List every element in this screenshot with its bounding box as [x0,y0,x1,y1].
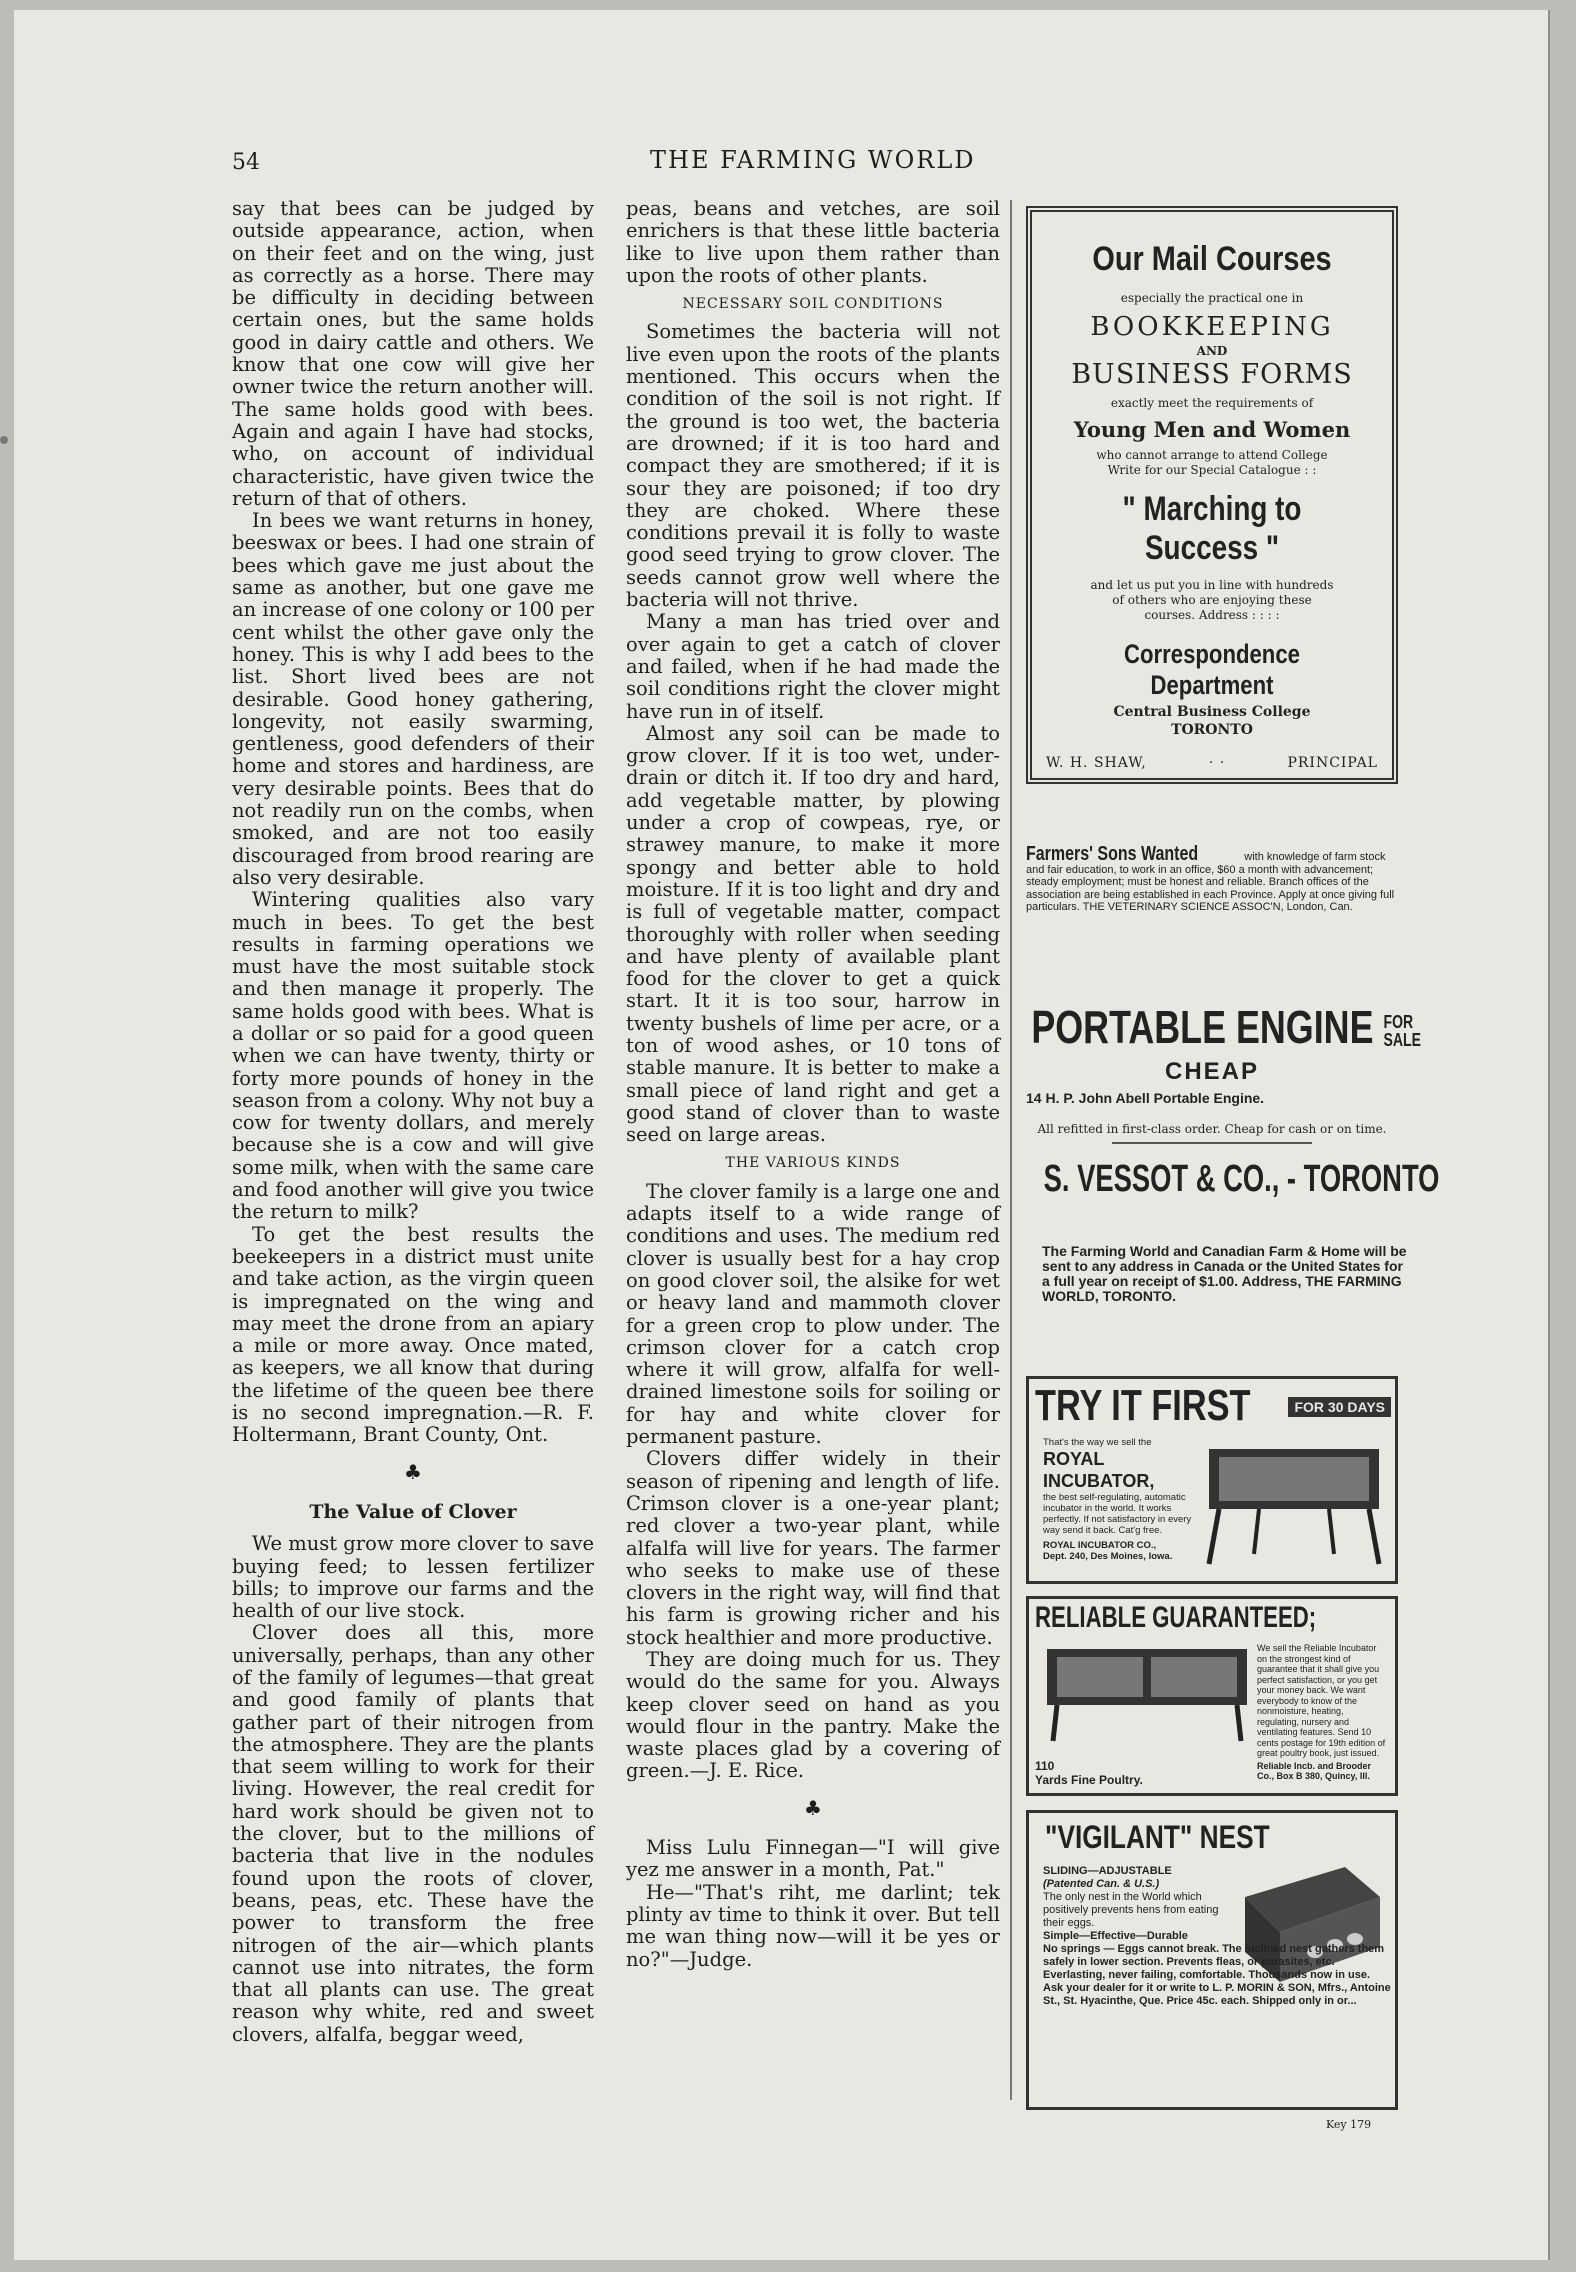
ad-text: exactly meet the requirements of [1110,396,1314,410]
paragraph: To get the best results the beekeepers in a district must unite and take action, as the virgin queen is impregnated on the wing and may meet the drone from an apiary a mile or more away. Once mated, as keepers, we all know that during the lifetime of the queen bee there is no second impregnation.—R. F. Holtermann, Brant County, Ont. [232,1222,594,1447]
ad-text: 14 H. P. John Abell Portable Engine. [1026,1090,1265,1106]
incubator-illustration-icon [1037,1643,1257,1743]
paragraph: We must grow more clover to save buying feed; to lessen fertilizer bills; to improve our farms and the health of our live stock. [232,1532,594,1623]
ad-portable-engine [1026,1000,1440,1201]
page-title: THE FARMING WORLD [650,146,976,174]
ad-text: with knowledge of farm stock and fair education, to work in an office, $60 a month with advancement; steady employment; must be honest and reliable. Branch offices of the association are being established in each Province. Apply at once giving full particulars. THE VETERINARY SCIENCE ASSOC'N, London, Can. [1026,851,1395,914]
ad-text: FOR [1383,1011,1414,1032]
ad-text: Correspondence Department [1124,639,1300,700]
ad-title: TRY IT FIRST [1035,1381,1251,1430]
ad-text: W. H. SHAW, [1046,755,1147,771]
ad-title: Our Mail Courses [1092,240,1332,278]
ad-text: Young Men and Women [1073,417,1351,442]
ad-title [1031,1000,1421,1054]
ad-text: The only nest in the World which positively prevents hens from eating their eggs. [1043,1891,1219,1929]
ad-farmers-sons [1026,843,1398,914]
paragraph: He—"That's riht, me darlint; tek plinty av time to think it over. But tell me wan thing now—will it be yes or no?"—Judge. [626,1880,1000,1971]
paragraph: Miss Lulu Finnegan—"I will give yez me answer in a month, Pat." [626,1836,1000,1882]
ad-text: SALE [1383,1029,1421,1050]
section-subheading: THE VARIOUS KINDS [725,1155,901,1172]
paragraph: Almost any soil can be made to grow clover. If it is too wet, under-drain or ditch it. If too dry and hard, add vegetable matter, by plowing under a crop of cowpeas, rye, or strawey manure, to make it more spongy and better able to hold moisture. If it is too light and dry and is full of vegetable matter, compact thoroughly with roller when seeding and have plenty of available plant food for the clover to get a quick start. It it is too sour, harrow in twenty bushels of lime per acre, or a ton of wood ashes, or 10 tons of stable manure. It is better to make a small piece of land right and get a good stand of clover than to waste seed on large areas. [626,721,1000,1147]
ad-text: We sell the Reliable Incubator on the strongest kind of guarantee that it shall give you perfect satisfaction, or you get your money back. We want everybody to know of the nonmoisture, heating, regulating, nursery and ventilating features. Send 10 cents postage for 19th edition of great poultry book, just issued. [1257,1643,1386,1758]
paragraph: The clover family is a large one and adapts itself to a wide range of conditions and uses. The medium red clover is usually best for a hay crop on good clover soil, the alsike for wet or heavy land and mammoth clover for a green crop to plow under. The crimson clover for a catch crop where it will grow, alfalfa for well-drained limestone soils for soiling or for hay and white clover for permanent pasture. [626,1179,1000,1449]
ad-text: especially the practical one in [1120,291,1304,305]
ad-body [1043,1865,1391,2008]
ad-title: Farmers' Sons Wanted [1026,843,1199,865]
ad-title-text: PORTABLE ENGINE [1031,1001,1374,1053]
ad-royal-incubator [1026,1376,1398,1584]
ad-firm: S. VESSOT & CO., - TORONTO [1043,1158,1440,1200]
section-subheading: NECESSARY SOIL CONDITIONS [682,296,944,313]
ad-text: who cannot arrange to attend College [1096,448,1328,462]
ad-title: "VIGILANT" NEST [1045,1819,1270,1855]
incubator-illustration-icon [1199,1439,1389,1569]
paragraph: Many a man has tried over and over again to get a catch of clover and failed, when if he had made the soil conditions right the clover might have run in of itself. [626,610,1000,723]
ad-text: · · [1208,755,1226,771]
ad-text: Reliable Incb. and Brooder Co., Box B 380, Quincy, Ill. [1257,1760,1372,1781]
ornament-icon: ♣ [404,1459,422,1484]
scan-smudge [0,436,8,444]
ad-body [1043,1437,1193,1562]
ad-text: 110 Yards Fine Poultry. [1035,1759,1143,1787]
ad-text: No springs — Eggs cannot break. The inclined nest gathers them safely in lower section. Prevents fleas, or parasites, etc. Everlasting, never failing, comfortable. Thousands now in use. Ask your dealer for it or write to L. P. MORIN & SON, Mfrs., Antoine St., St. Hyacinthe, Que. Price 45c. each. Shipped only in or... [1043,1943,1391,2007]
column-1 [232,198,594,2046]
paragraph: They are doing much for us. They would do the same for you. Always keep clover seed on hand as you would flour in the pantry. Make the waste places glad by a covering of green.—J. E. Rice. [626,1648,1000,1783]
ad-mail-courses [1026,206,1398,784]
paragraph: Clover does all this, more universally, perhaps, than any other of the family of legumes—that great and good family of plants that gather part of their nitrogen from the atmosphere. They are the plants that seem willing to work for their living. However, the real credit for hard work should be given not to the clover, but to the millions of bacteria that live in the nodules found upon the roots of clover, beans, peas, etc. These have the power to transform the free nitrogen of the air—which plants cannot use into nitrates, the form that all plants can use. The great reason why white, red and sweet clovers, alfalfa, beggar weed, [232,1621,594,2046]
paragraph: Wintering qualities also vary much in bees. To get the best results in farming operations we must have the most suitable stock and then manage it properly. The same holds good with bees. What is a dollar or so paid for a good queen when we can have twenty, thirty or forty more pounds of honey in the season from a colony. Why not buy a cow for twenty dollars, and merely because she is a cow and will give some milk, when with the same care and food another will give you twice the return to milk? [232,888,594,1224]
ad-text: CHEAP [1164,1058,1259,1085]
ad-text: AND [1196,344,1228,358]
ad-text: BOOKKEEPING [1090,312,1334,342]
ad-text: and let us put you in line with hundreds of others who are enjoying these courses. Address : : : : [1090,578,1334,622]
ad-slogan: " Marching to Success " [1122,490,1302,567]
divider [1112,1142,1312,1144]
ad-body [1257,1643,1387,1782]
ad-key: Key 179 [1326,2118,1372,2131]
article-heading: The Value of Clover [309,1500,517,1523]
column-rule [1010,200,1012,2100]
ad-text: Central Business College [1113,704,1311,720]
ad-subscription: The Farming World and Canadian Farm & Home will be sent to any address in Canada or the United States for a full year on receipt of $1.00. Address, THE FARMING WORLD, TORONTO. [1042,1243,1407,1304]
ad-text: That's the way we sell the [1043,1437,1152,1448]
paragraph: Sometimes the bacteria will not live even upon the roots of the plants mentioned. This occurs when the condition of the soil is not right. If the ground is too wet, the bacteria are drowned; if it is too hard and compact they are smothered; if it is sour they are poisoned; if too dry they are choked. Where these conditions prevail it is folly to waste good seed trying to grow clover. The seeds cannot grow well where the bacteria will not thrive. [626,320,1000,612]
ad-text: SLIDING—ADJUSTABLE [1043,1865,1172,1877]
ad-text: BUSINESS FORMS [1071,359,1353,390]
page-number: 54 [232,150,260,175]
paragraph: In bees we want returns in honey, beeswax or bees. I had one strain of bees which gave me just about the same as another, but one gave me an increase of one colony or 100 per cent whilst the other gave only the honey. This is why I add bees to the list. Short lived bees are not desirable. Good honey gathering, longevity, not easily swarming, gentleness, good defenders of their home and stores and hardiness, are very desirable points. Bees that do not readily run on the combs, when smoked, and are not too easily discouraged from brood rearing are also very desirable. [232,509,594,889]
paragraph: Clovers differ widely in their season of ripening and length of life. Crimson clover is a one-year plant; red clover a two-year plant, while alfalfa will live for years. The farmer who seeks to make use of these clovers in the right way, will find that his farm is growing richer and his stock healthier and more productive. [626,1447,1000,1649]
ad-vigilant-nest [1026,1810,1398,2110]
ad-reliable-incubator [1026,1596,1398,1796]
ad-text: TORONTO [1171,722,1253,738]
ad-for-sale [1384,1013,1421,1049]
ad-text: All refitted in first-class order. Cheap for cash or on time. [1037,1122,1387,1136]
ad-text: PRINCIPAL [1287,755,1378,771]
ad-text: Dept. 240, Des Moines, Iowa. [1043,1551,1173,1562]
ad-footer [1046,755,1378,771]
ad-text: Write for our Special Catalogue : : [1107,463,1317,477]
ad-text: the best self-regulating, automatic incubator in the world. It works perfectly. If not satisfactory in every way send it back. Cat'g free. [1043,1492,1192,1536]
column-2 [626,198,1000,1971]
ad-text: (Patented Can. & U.S.) [1043,1878,1160,1890]
paragraph: peas, beans and vetches, are soil enrichers is that these little bacteria like to live upon them rather than upon the roots of other plants. [626,197,1000,287]
ad-text: ROYAL INCUBATOR, [1043,1449,1155,1491]
ad-badge: FOR 30 DAYS [1288,1397,1391,1417]
ad-text: ROYAL INCUBATOR CO., [1043,1540,1157,1551]
ad-text: Simple—Effective—Durable [1043,1930,1188,1942]
paragraph: say that bees can be judged by outside appearance, action, when on their feet and on the wing, just as correctly as a horse. There may be difficulty in deciding between certain ones, but the same holds good in dairy cattle and others. We know that one cow will give her owner twice the return another will. The same holds good with bees. Again and again I have had stocks, who, on account of individual characteristic, have given twice the return of that of others. [232,197,594,510]
ad-title: RELIABLE GUARANTEED; [1035,1601,1317,1634]
ornament-icon: ♣ [804,1795,822,1820]
